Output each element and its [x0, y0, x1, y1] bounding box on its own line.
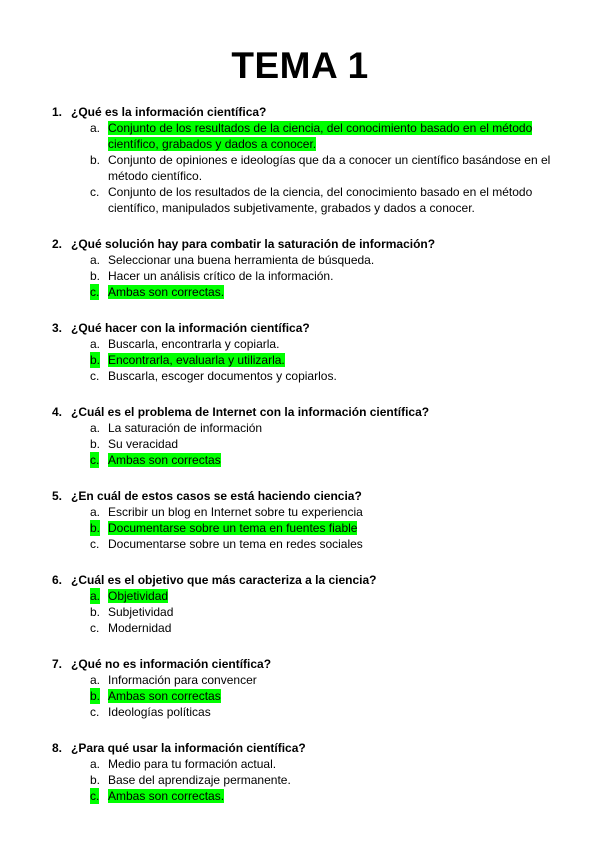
- option-letter: c.: [90, 537, 100, 551]
- question-number: 7.: [52, 657, 63, 671]
- question-item: [0, 104, 600, 216]
- question-number: 2.: [52, 237, 63, 251]
- option-letter: a.: [90, 505, 101, 519]
- question-item: [0, 236, 600, 300]
- answer-option: [0, 120, 600, 152]
- answer-option: [0, 184, 600, 216]
- question-item: [0, 740, 600, 804]
- question-heading: [0, 236, 600, 252]
- option-letter: c.: [90, 369, 100, 383]
- option-letter: c.: [90, 705, 100, 719]
- question-number: 1.: [52, 105, 63, 119]
- answer-option: [0, 672, 600, 688]
- answer-option: [0, 436, 600, 452]
- option-letter: c.: [90, 285, 100, 299]
- question-heading: [0, 572, 600, 588]
- question-text: ¿Para qué usar la información científica?: [71, 741, 306, 755]
- answer-option: [0, 604, 600, 620]
- question-text: ¿Cuál es el problema de Internet con la información científica?: [71, 405, 430, 419]
- option-letter: a.: [90, 673, 101, 687]
- question-text: ¿Qué hacer con la información científica?: [71, 321, 310, 335]
- option-text: Base del aprendizaje permanente.: [108, 773, 291, 787]
- option-text-highlighted: Conjunto de los resultados de la ciencia, del conocimiento basado en el método científico, grabados y dados a conocer.: [108, 121, 533, 151]
- option-text-highlighted: Objetividad: [108, 589, 169, 603]
- option-text: Hacer un análisis crítico de la información.: [108, 269, 334, 283]
- option-text: Escribir un blog en Internet sobre tu experiencia: [108, 505, 363, 519]
- answer-option: [0, 284, 600, 300]
- option-letter: b.: [90, 437, 101, 451]
- question-text: ¿Qué no es información científica?: [71, 657, 272, 671]
- option-text-highlighted: Ambas son correctas.: [108, 285, 225, 299]
- page-title: TEMA 1: [231, 45, 369, 86]
- option-letter: c.: [90, 453, 100, 467]
- question-heading: [0, 488, 600, 504]
- option-text: Conjunto de opiniones e ideologías que da a conocer un científico basándose en el método científico.: [108, 153, 551, 183]
- answer-option: [0, 336, 600, 352]
- question-number: 6.: [52, 573, 63, 587]
- option-letter: b.: [90, 153, 101, 167]
- question-list: [0, 104, 600, 824]
- question-item: [0, 320, 600, 384]
- answer-option: [0, 536, 600, 552]
- option-text: Buscarla, escoger documentos y copiarlos.: [108, 369, 337, 383]
- option-letter: a.: [90, 757, 101, 771]
- option-text: Conjunto de los resultados de la ciencia, del conocimiento basado en el método científico, manipulados subjetivamente, grabados y dados a conocer.: [108, 185, 533, 215]
- question-item: [0, 656, 600, 720]
- answer-option: [0, 788, 600, 804]
- option-letter: b.: [90, 773, 101, 787]
- answer-option: [0, 688, 600, 704]
- question-heading: [0, 104, 600, 120]
- option-letter: a.: [90, 121, 101, 135]
- answer-option: [0, 268, 600, 284]
- option-text: Medio para tu formación actual.: [108, 757, 277, 771]
- option-text-highlighted: Documentarse sobre un tema en fuentes fiable: [108, 521, 358, 535]
- option-letter: a.: [90, 421, 101, 435]
- option-letter: b.: [90, 521, 101, 535]
- option-letter: c.: [90, 621, 100, 635]
- question-number: 3.: [52, 321, 63, 335]
- question-text: ¿Qué es la información científica?: [71, 105, 267, 119]
- option-text-highlighted: Encontrarla, evaluarla y utilizarla.: [108, 353, 285, 367]
- question-text: ¿Cuál es el objetivo que más caracteriza a la ciencia?: [71, 573, 377, 587]
- question-heading: [0, 656, 600, 672]
- answer-option: [0, 452, 600, 468]
- option-text: Seleccionar una buena herramienta de búsqueda.: [108, 253, 375, 267]
- option-letter: b.: [90, 269, 101, 283]
- option-text: Ideologías políticas: [108, 705, 211, 719]
- answer-option: [0, 772, 600, 788]
- option-text: La saturación de información: [108, 421, 263, 435]
- option-letter: a.: [90, 253, 101, 267]
- option-text: Subjetividad: [108, 605, 174, 619]
- option-text: Modernidad: [108, 621, 172, 635]
- option-letter: a.: [90, 337, 101, 351]
- answer-option: [0, 368, 600, 384]
- option-text: Buscarla, encontrarla y copiarla.: [108, 337, 280, 351]
- option-letter: b.: [90, 689, 101, 703]
- option-text-highlighted: Ambas son correctas.: [108, 789, 225, 803]
- option-letter: c.: [90, 789, 100, 803]
- question-item: [0, 572, 600, 636]
- option-text: Información para convencer: [108, 673, 257, 687]
- option-letter: b.: [90, 605, 101, 619]
- option-text: Documentarse sobre un tema en redes sociales: [108, 537, 363, 551]
- answer-option: [0, 504, 600, 520]
- question-number: 5.: [52, 489, 63, 503]
- option-letter: b.: [90, 353, 101, 367]
- question-heading: [0, 320, 600, 336]
- option-text: Su veracidad: [108, 437, 179, 451]
- option-text-highlighted: Ambas son correctas: [108, 453, 221, 467]
- question-item: [0, 488, 600, 552]
- answer-option: [0, 152, 600, 184]
- question-heading: [0, 404, 600, 420]
- answer-option: [0, 756, 600, 772]
- answer-option: [0, 420, 600, 436]
- question-number: 8.: [52, 741, 63, 755]
- answer-option: [0, 704, 600, 720]
- question-item: [0, 404, 600, 468]
- answer-option: [0, 620, 600, 636]
- answer-option: [0, 520, 600, 536]
- question-text: ¿En cuál de estos casos se está haciendo ciencia?: [71, 489, 362, 503]
- question-number: 4.: [52, 405, 63, 419]
- question-text: ¿Qué solución hay para combatir la saturación de información?: [71, 237, 436, 251]
- option-letter: a.: [90, 589, 101, 603]
- option-letter: c.: [90, 185, 100, 199]
- option-text-highlighted: Ambas son correctas: [108, 689, 221, 703]
- answer-option: [0, 588, 600, 604]
- answer-option: [0, 252, 600, 268]
- answer-option: [0, 352, 600, 368]
- question-heading: [0, 740, 600, 756]
